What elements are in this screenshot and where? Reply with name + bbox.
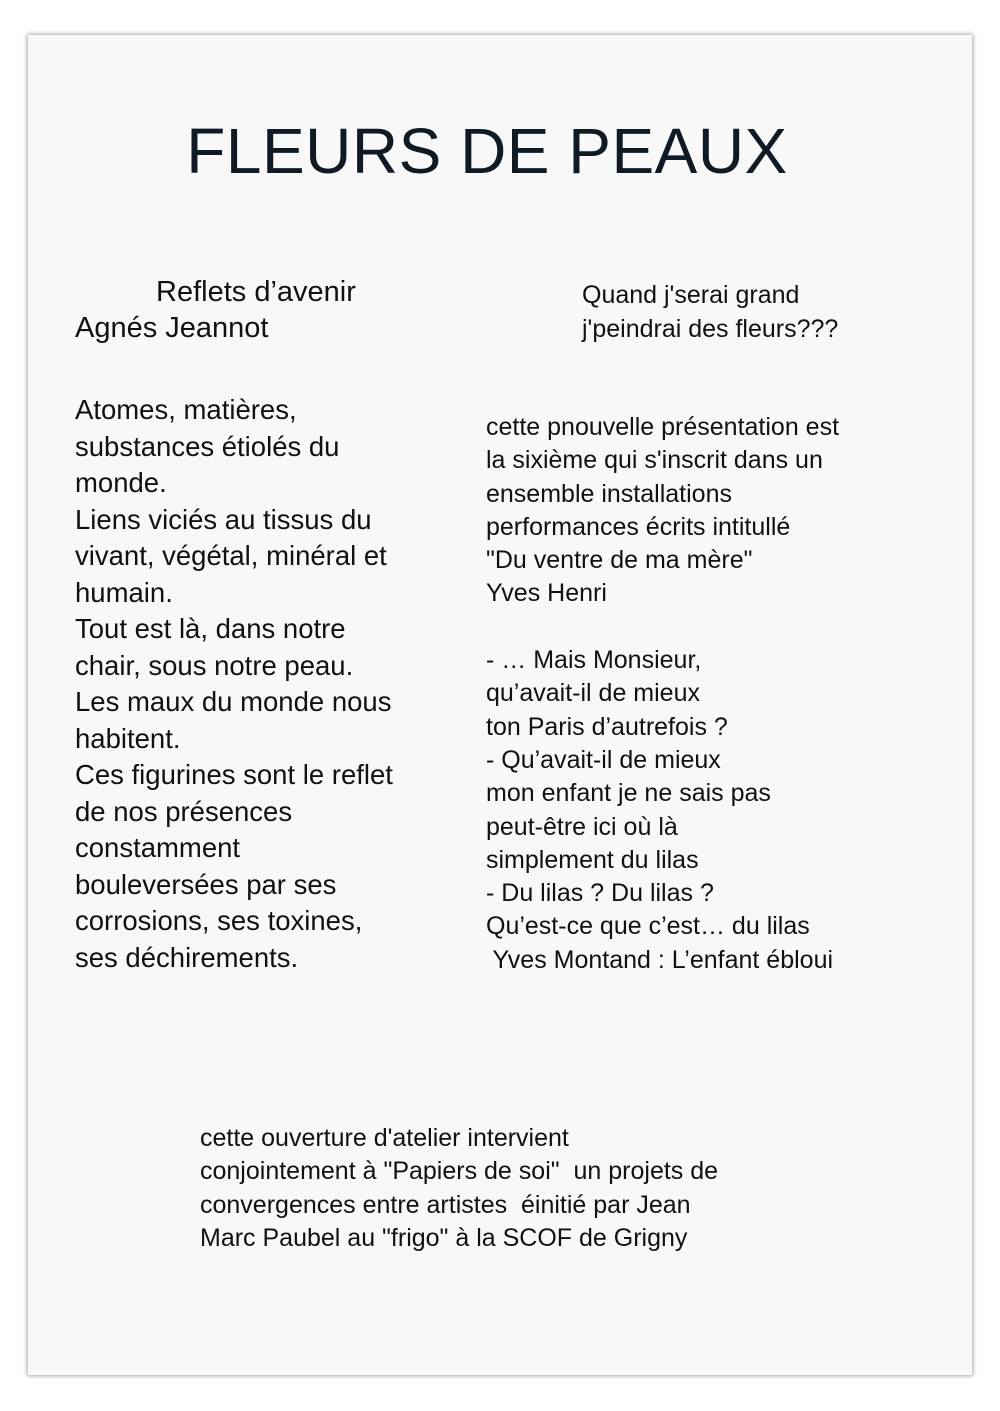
intro-line: ensemble installations xyxy=(486,479,732,508)
text-line: Tout est là, dans notre xyxy=(75,613,346,644)
song-line: Qu’est-ce que c’est… du lilas xyxy=(486,912,810,941)
intro-line: performances écrits intitullé xyxy=(486,512,791,541)
footer-line: conjointement à "Papiers de soi" un projets de xyxy=(200,1157,719,1186)
left-column-text xyxy=(75,392,393,976)
text-line: chair, sous notre peau. xyxy=(75,649,354,681)
text-line: monde. xyxy=(75,467,167,498)
intro-line: Yves Henri xyxy=(486,579,607,608)
left-column-heading xyxy=(75,274,356,346)
right-column-heading xyxy=(582,278,838,346)
song-citation: Yves Montand : L’enfant ébloui xyxy=(486,945,834,974)
right-column-text xyxy=(486,411,839,977)
text-line: constamment xyxy=(75,832,241,863)
song-line: - … Mais Monsieur, xyxy=(486,646,702,675)
heading-line: Quand j'serai grand xyxy=(582,281,800,309)
song-line: simplement du lilas xyxy=(486,845,699,874)
song-line: mon enfant je ne sais pas xyxy=(486,779,771,808)
text-line: Atomes, matières, xyxy=(75,394,297,425)
song-line: qu’avait-il de mieux xyxy=(486,679,700,708)
song-line: - Du lilas ? Du lilas ? xyxy=(486,879,714,908)
text-line: de nos présences xyxy=(75,795,293,827)
artist-name: Agnés Jeannot xyxy=(75,312,269,344)
text-line: habitent. xyxy=(75,722,181,754)
footer-line: cette ouverture d'atelier intervient xyxy=(200,1124,569,1152)
exhibit-subtitle: Reflets d’avenir xyxy=(156,276,356,308)
paragraph-gap xyxy=(486,611,839,644)
song-line: peut-être ici où là xyxy=(486,812,678,841)
song-line: - Qu’avait-il de mieux xyxy=(486,745,721,774)
intro-line: "Du ventre de ma mère" xyxy=(486,546,753,575)
text-line: Liens viciés au tissus du xyxy=(75,503,372,535)
intro-line: la sixième qui s'inscrit dans un xyxy=(486,446,823,475)
text-line: humain. xyxy=(75,576,173,608)
heading-line: j'peindrai des fleurs??? xyxy=(582,315,839,343)
text-line: ses déchirements. xyxy=(75,941,299,973)
text-line: corrosions, ses toxines, xyxy=(75,905,363,936)
intro-line: cette pnouvelle présentation est xyxy=(486,413,840,441)
text-line: substances étiolés du xyxy=(75,430,340,462)
document-page xyxy=(28,35,972,1375)
footer-line: convergences entre artistes éinitié par Jean xyxy=(200,1190,691,1219)
song-line: ton Paris d’autrefois ? xyxy=(486,712,728,741)
footer-note xyxy=(200,1122,718,1255)
text-line: Les maux du monde nous xyxy=(75,686,392,717)
text-line: bouleversées par ses xyxy=(75,868,337,900)
text-line: vivant, végétal, minéral et xyxy=(75,540,387,571)
text-line: Ces figurines sont le reflet xyxy=(75,759,393,790)
footer-line: Marc Paubel au "frigo" à la SCOF de Grigny xyxy=(200,1223,688,1252)
page-title: FLEURS DE PEAUX xyxy=(186,115,788,187)
